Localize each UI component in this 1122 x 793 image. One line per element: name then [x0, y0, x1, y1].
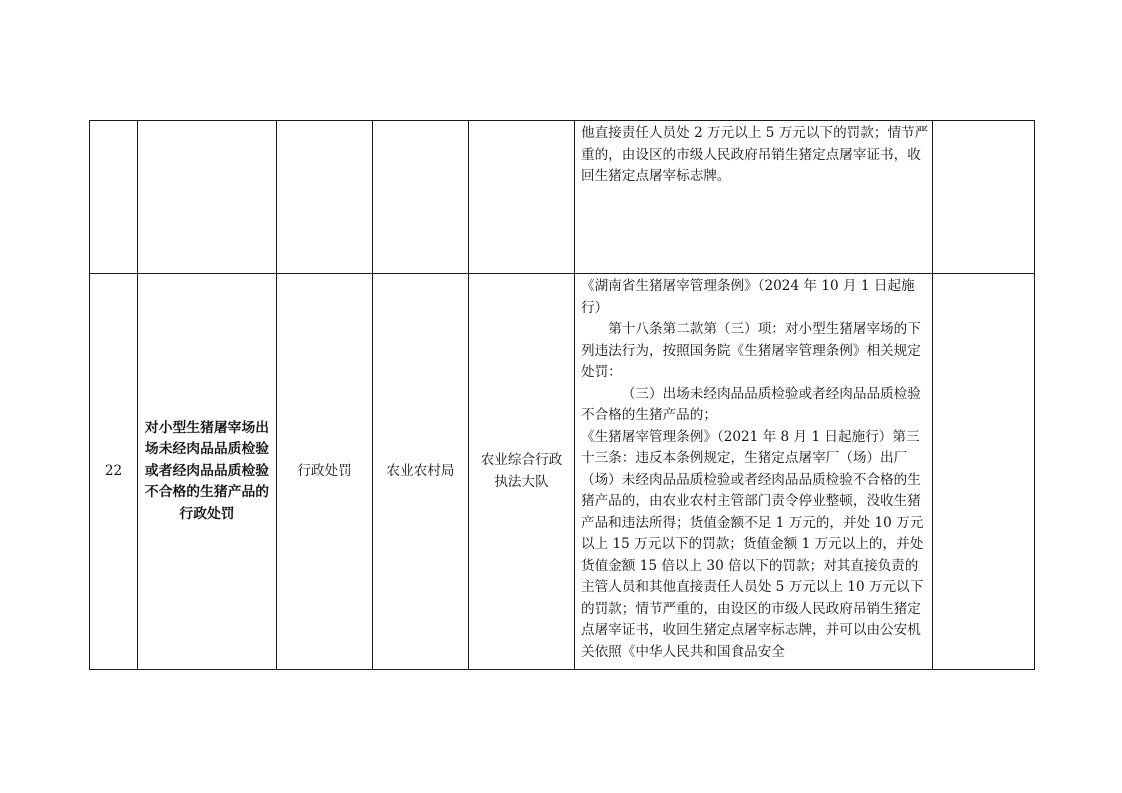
item-category: 行政处罚	[277, 274, 373, 670]
legal-basis	[575, 121, 933, 274]
item-category	[277, 121, 373, 274]
basis-paragraph: 他直接责任人员处 2 万元以上 5 万元以下的罚款；情节严重的，由设区的市级人民政府吊销生猪定点屠宰证书，收回生猪定点屠宰标志牌。	[581, 125, 929, 184]
department	[373, 121, 469, 274]
remark	[933, 121, 1035, 274]
remark	[933, 274, 1035, 670]
legal-basis	[575, 274, 933, 670]
executor: 农业综合行政执法大队	[469, 274, 575, 670]
row-index: 22	[90, 274, 138, 670]
item-name: 对小型生猪屠宰场出场未经肉品品质检验或者经肉品品质检验不合格的生猪产品的行政处罚	[138, 274, 277, 670]
executor	[469, 121, 575, 274]
regulation-table	[89, 120, 1035, 670]
row-index	[90, 121, 138, 274]
table-row	[90, 121, 1035, 274]
item-name	[138, 121, 277, 274]
basis-paragraph: 《生猪屠宰管理条例》（2021 年 8 月 1 日起施行）第三十三条：违反本条例规定，生猪定点屠宰厂（场）出厂（场）未经肉品品质检验或者经肉品品质检验不合格的生猪产品的，由农业农村主管部门责令停业整顿，没收生猪产品和违法所得；货值金额不足 1 万元的，并处 10 万元以上 15 万元以下的罚款；货值金额 1 万元以上的，并处货值金额 15 倍以上 30 倍以下的罚款；对其直接负责的主管人员和其他直接责任人员处 5 万元以上 10 万元以下的罚款；情节严重的，由设区的市级人民政府吊销生猪定点屠宰证书，收回生猪定点屠宰标志牌，并可以由公安机关依照《中华人民共和国食品安全	[581, 428, 924, 660]
basis-paragraph: 第十八条第二款第（三）项：对小型生猪屠宰场的下列违法行为，按照国务院《生猪屠宰管理条例》相关规定处罚：	[581, 321, 921, 380]
basis-paragraph: （三）出场未经肉品品质检验或者经肉品品质检验不合格的生猪产品的；	[581, 385, 921, 423]
table-row	[90, 274, 1035, 670]
department: 农业农村局	[373, 274, 469, 670]
basis-paragraph: 《湖南省生猪屠宰管理条例》（2024 年 10 月 1 日起施行）	[581, 278, 915, 316]
